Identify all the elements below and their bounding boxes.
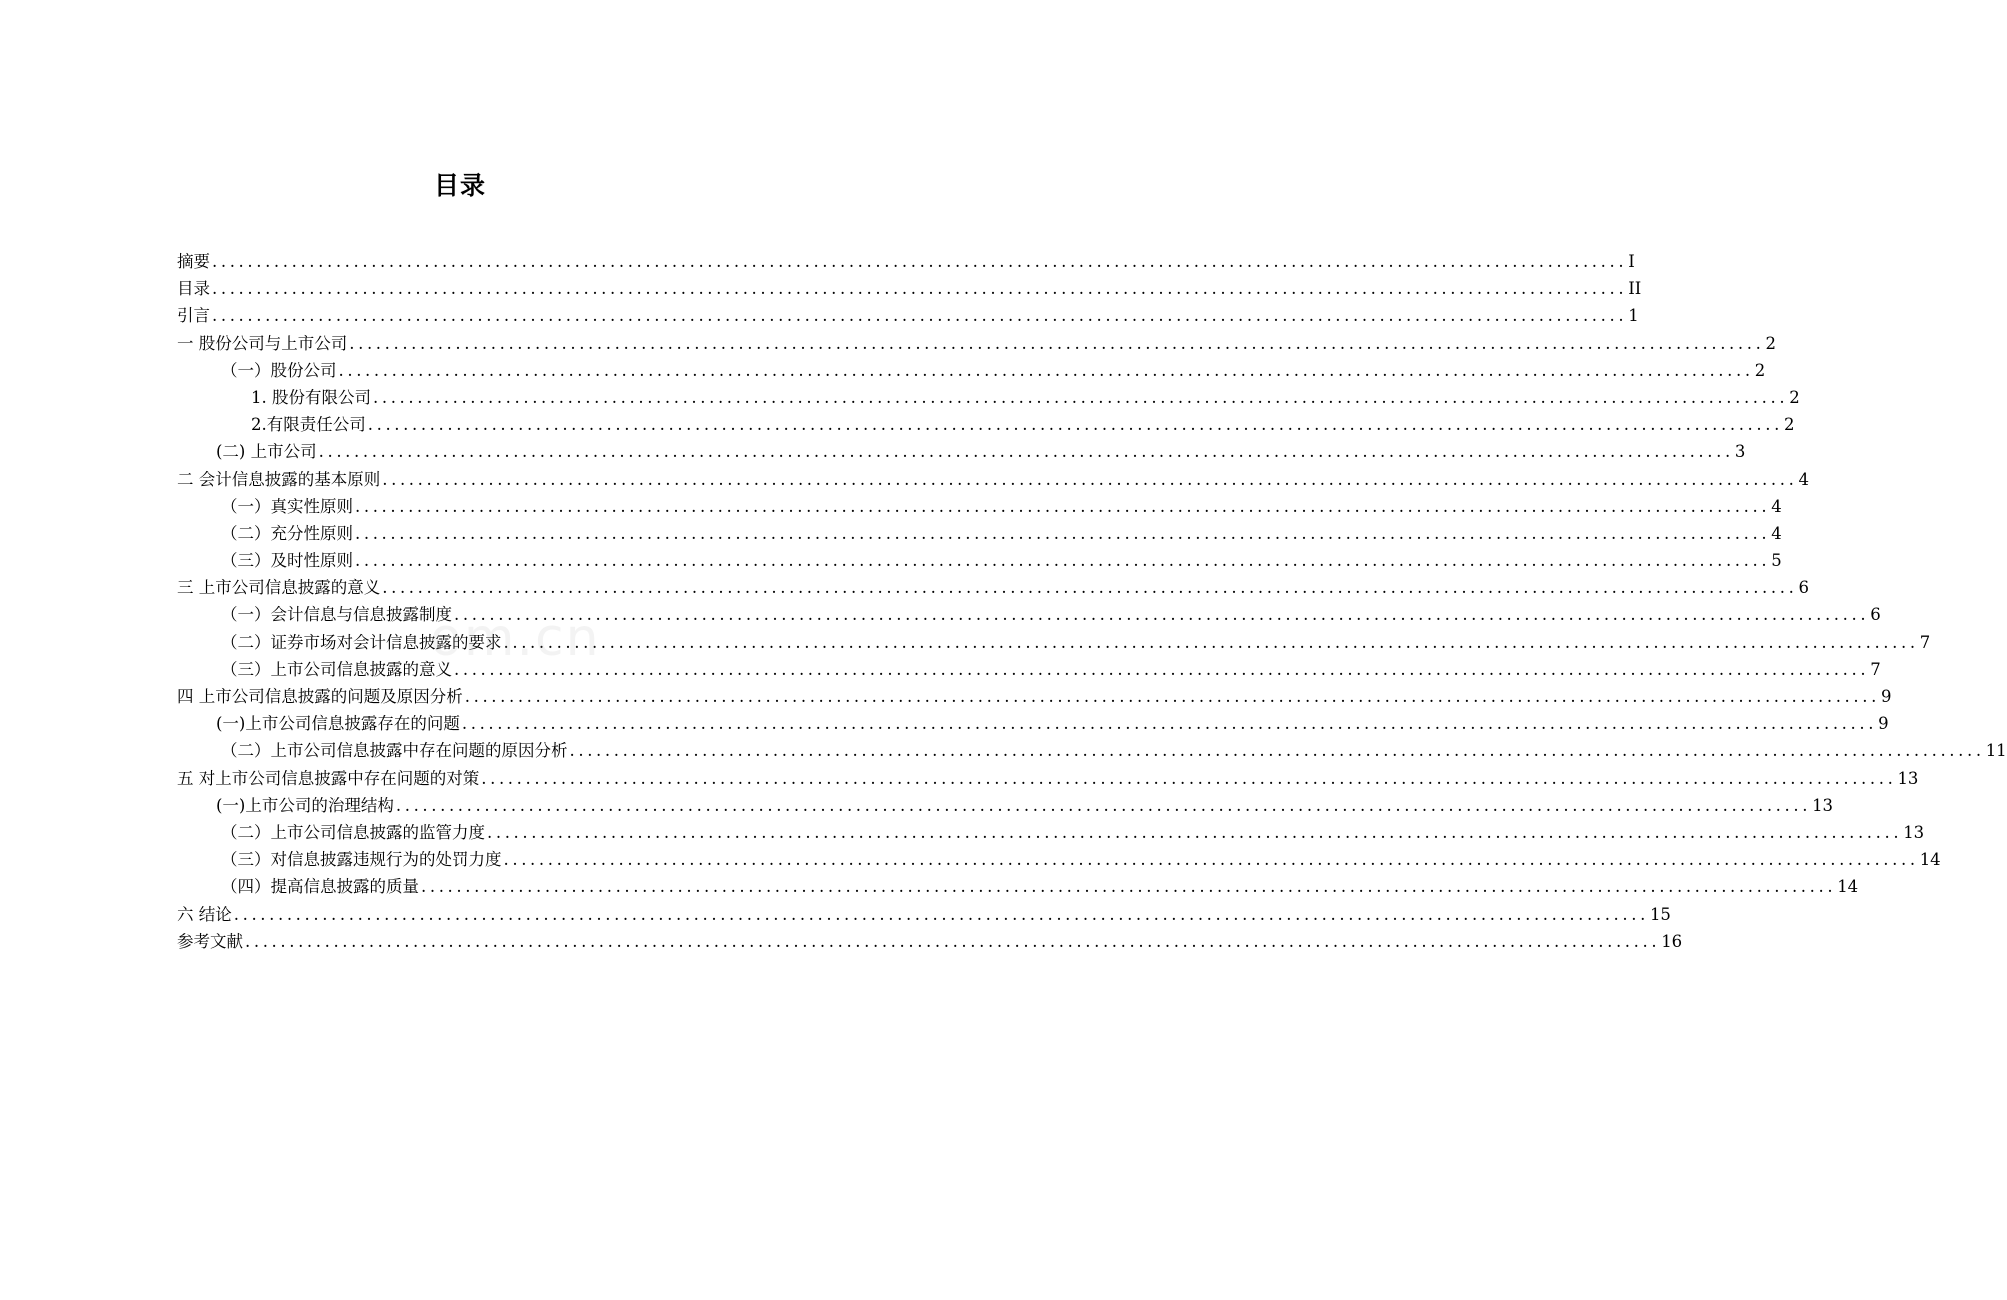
toc-dot-leader: ................................................................................................................................................................: [355, 551, 1771, 571]
toc-entry[interactable]: [177, 846, 1941, 873]
toc-entry-page-number: 14: [1837, 877, 1859, 897]
toc-entry-page-number: 9: [1880, 687, 1892, 706]
toc-entry-page-number: 6: [1870, 605, 1881, 625]
toc-dot-leader: ................................................................................................................................................................: [421, 877, 1837, 897]
toc-dot-leader: ................................................................................................................................................................: [454, 659, 1870, 679]
toc-entry[interactable]: [177, 819, 1925, 846]
toc-entry[interactable]: [177, 357, 1766, 384]
toc-entry[interactable]: [177, 873, 1859, 900]
toc-entry-page-number: 6: [1798, 578, 1809, 598]
toc-entry[interactable]: [177, 248, 1635, 275]
toc-dot-leader: ................................................................................................................................................................: [395, 795, 1812, 815]
toc-entry[interactable]: [177, 737, 2007, 764]
toc-entry[interactable]: [177, 411, 1795, 438]
toc-entry-page-number: 3: [1734, 442, 1746, 462]
toc-entry-label: （四）提高信息披露的质量: [221, 877, 419, 897]
toc-entry[interactable]: [177, 330, 1776, 357]
toc-entry[interactable]: [177, 710, 1889, 737]
toc-entry[interactable]: [177, 792, 1834, 819]
toc-dot-leader: ................................................................................................................................................................: [373, 387, 1789, 407]
toc-entry-label: 三 上市公司信息披露的意义: [177, 578, 381, 598]
toc-entry[interactable]: [177, 683, 1892, 710]
toc-entry-label: (二) 上市公司: [216, 442, 317, 462]
toc-entry-page-number: II: [1628, 279, 1642, 299]
toc-entry-label: （一）真实性原则: [221, 496, 353, 516]
toc-entry-page-number: 16: [1661, 931, 1683, 951]
toc-entry-page-number: 2: [1754, 360, 1766, 380]
toc-entry-page-number: 11: [1985, 741, 2007, 761]
toc-entry-page-number: 2: [1783, 415, 1795, 435]
toc-entry-page-number: 13: [1897, 768, 1919, 788]
toc-entry-label: （一）会计信息与信息披露制度: [221, 605, 452, 625]
toc-entry[interactable]: [177, 574, 1809, 601]
toc-entry-page-number: 7: [1870, 659, 1881, 679]
toc-dot-leader: ................................................................................................................................................................: [487, 822, 1903, 842]
toc-entry[interactable]: [177, 765, 1919, 792]
toc-entry[interactable]: [177, 520, 1782, 547]
toc-dot-leader: ................................................................................................................................................................: [338, 360, 1754, 380]
toc-dot-leader: ................................................................................................................................................................: [382, 469, 1798, 489]
toc-entry[interactable]: [177, 656, 1881, 683]
toc-entry-label: （三）对信息披露违规行为的处罚力度: [221, 850, 502, 870]
toc-entry-label: 参考文献: [177, 931, 243, 951]
toc-entry-label: 2.有限责任公司: [251, 415, 366, 435]
toc-entry-page-number: 15: [1649, 904, 1671, 924]
toc-entry[interactable]: [177, 928, 1683, 955]
toc-dot-leader: ................................................................................................................................................................: [212, 252, 1628, 271]
page-title: 目录: [433, 171, 486, 200]
toc-entry-label: （三）及时性原则: [221, 551, 353, 571]
toc-dot-leader: ................................................................................................................................................................: [349, 333, 1765, 353]
toc-entry-label: 一 股份公司与上市公司: [177, 333, 348, 353]
toc-entry-label: （二）充分性原则: [221, 523, 353, 543]
toc-entry-label: (一)上市公司的治理结构: [216, 795, 394, 815]
toc-entry-page-number: 13: [1903, 822, 1925, 842]
toc-dot-leader: ................................................................................................................................................................: [503, 850, 1919, 870]
toc-entry-label: （一）股份公司: [221, 360, 337, 380]
toc-dot-leader: ................................................................................................................................................................: [464, 687, 1880, 706]
toc-dot-leader: ................................................................................................................................................................: [382, 578, 1798, 598]
toc-dot-leader: ................................................................................................................................................................: [569, 741, 1985, 761]
toc-entry-page-number: 14: [1919, 850, 1941, 870]
toc-entry-label: （二）证券市场对会计信息披露的要求: [221, 632, 502, 652]
toc-dot-leader: ................................................................................................................................................................: [367, 415, 1783, 435]
toc-entry[interactable]: [177, 384, 1800, 411]
toc-dot-leader: ................................................................................................................................................................: [461, 714, 1878, 734]
toc-entry-label: （二）上市公司信息披露中存在问题的原因分析: [221, 741, 568, 761]
toc-dot-leader: ................................................................................................................................................................: [212, 279, 1628, 299]
toc-entry-label: 1. 股份有限公司: [251, 387, 371, 407]
toc-dot-leader: ................................................................................................................................................................: [318, 442, 1734, 462]
toc-entry[interactable]: [177, 547, 1782, 574]
toc-entry[interactable]: [177, 629, 1931, 656]
toc-entry-label: 二 会计信息披露的基本原则: [177, 469, 381, 489]
toc-entry-page-number: 4: [1771, 523, 1782, 543]
toc-entry-page-number: 4: [1771, 496, 1782, 516]
toc-dot-leader: ................................................................................................................................................................: [245, 931, 1661, 951]
toc-entry-page-number: 2: [1789, 387, 1800, 407]
toc-entry[interactable]: [177, 901, 1671, 928]
toc-entry-page-number: 2: [1765, 333, 1776, 353]
toc-dot-leader: ................................................................................................................................................................: [233, 904, 1649, 924]
toc-dot-leader: ................................................................................................................................................................: [355, 523, 1771, 543]
toc-entry[interactable]: [177, 466, 1809, 493]
toc-entry-page-number: 1: [1628, 306, 1639, 326]
toc-entry-label: 五 对上市公司信息披露中存在问题的对策: [177, 768, 480, 788]
toc-entry[interactable]: [177, 302, 1639, 329]
toc-entry[interactable]: [177, 493, 1782, 520]
watermark-text: om.cn: [430, 608, 601, 668]
toc-entry-label: （二）上市公司信息披露的监管力度: [221, 822, 485, 842]
toc-entry-page-number: 7: [1919, 632, 1931, 652]
toc-dot-leader: ................................................................................................................................................................: [503, 632, 1919, 652]
toc-entry-label: 引言: [177, 306, 210, 326]
toc-dot-leader: ................................................................................................................................................................: [454, 605, 1870, 625]
toc-entry-label: 目录: [177, 279, 210, 299]
toc-entry-label: 六 结论: [177, 904, 232, 924]
toc-entry-label: （三）上市公司信息披露的意义: [221, 659, 452, 679]
toc-entry-label: 摘要: [177, 252, 210, 271]
toc-dot-leader: ................................................................................................................................................................: [481, 768, 1897, 788]
table-of-contents: [177, 248, 2007, 955]
toc-entry-page-number: 4: [1798, 469, 1809, 489]
toc-entry-page-number: 9: [1878, 714, 1889, 734]
toc-entry-page-number: I: [1628, 252, 1635, 271]
toc-dot-leader: ................................................................................................................................................................: [212, 306, 1628, 326]
toc-entry-page-number: 13: [1812, 795, 1834, 815]
toc-entry[interactable]: [177, 601, 1881, 628]
toc-entry-page-number: 5: [1771, 551, 1782, 571]
toc-dot-leader: ................................................................................................................................................................: [355, 496, 1771, 516]
toc-entry[interactable]: [177, 438, 1746, 465]
toc-entry-label: 四 上市公司信息披露的问题及原因分析: [177, 687, 463, 706]
toc-entry[interactable]: [177, 275, 1642, 302]
toc-entry-label: (一)上市公司信息披露存在的问题: [216, 714, 460, 734]
